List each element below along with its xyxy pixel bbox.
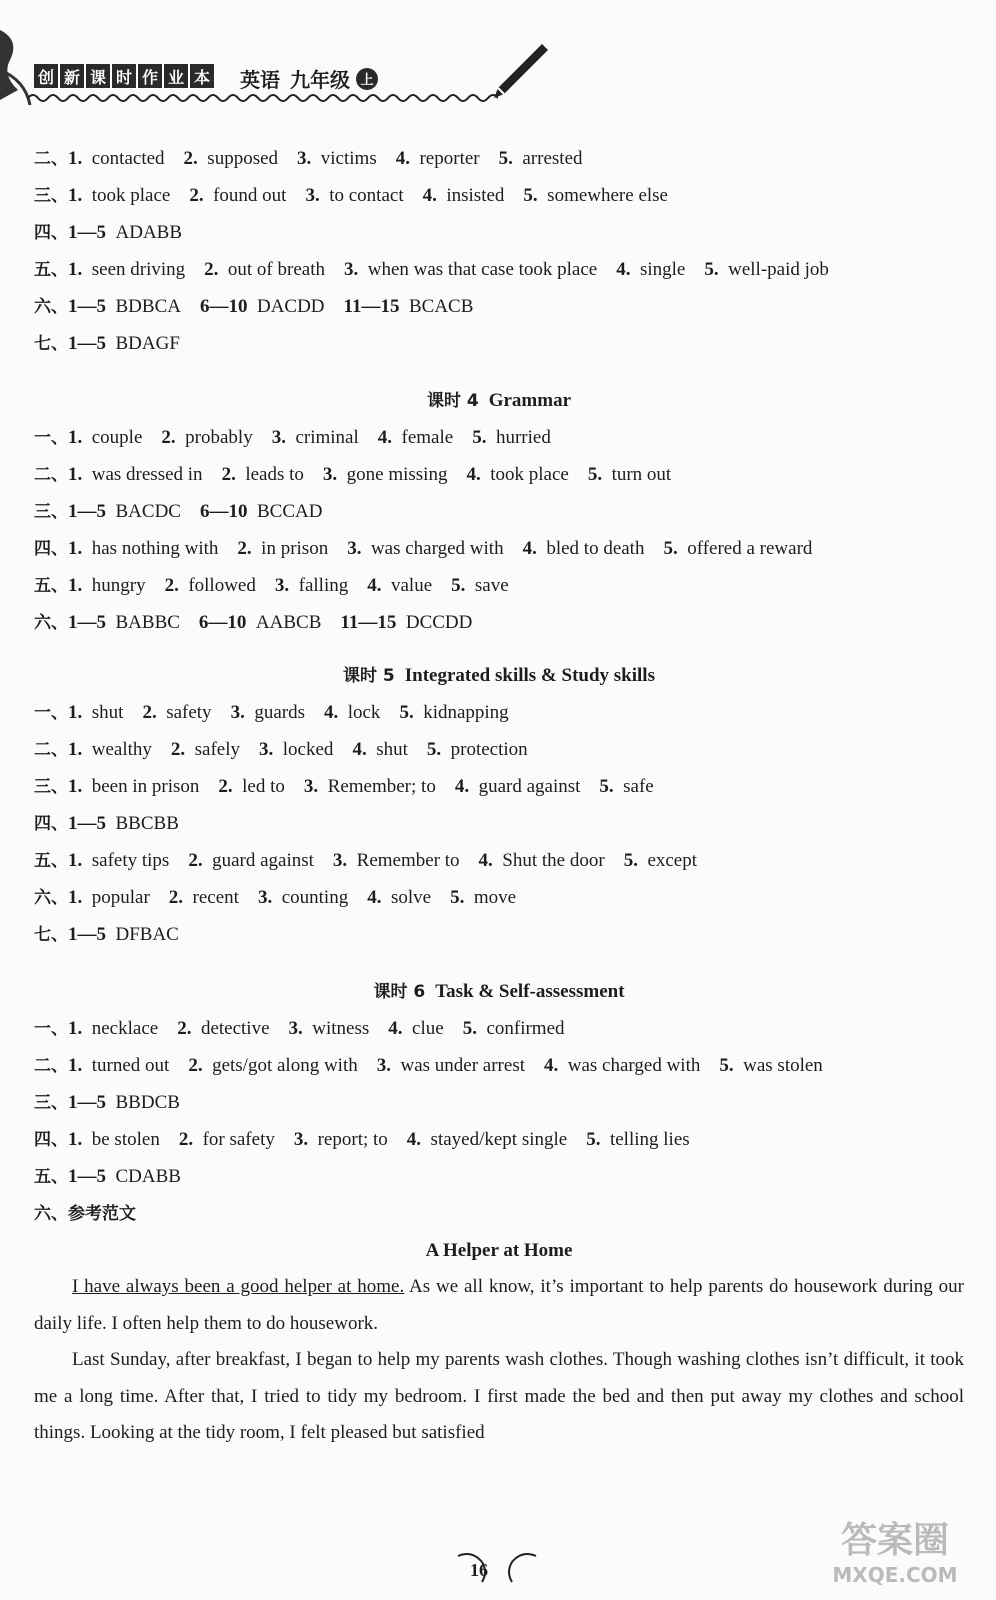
item-number: 4.: [454, 776, 470, 797]
answer-group-section4: [34, 419, 964, 641]
label-separator: 、: [51, 539, 68, 559]
item-answer: necklace: [91, 1018, 159, 1039]
item-answer: leads to: [245, 464, 304, 485]
item-number: 2.: [218, 776, 233, 797]
label-separator: 、: [51, 334, 68, 354]
item-number: 1.: [68, 259, 83, 280]
item-answer: been in prison: [91, 776, 200, 797]
item-answer: couple: [91, 427, 143, 448]
item-answer: shut: [91, 702, 124, 723]
item-answer: gone missing: [346, 464, 448, 485]
watermark-logo: [815, 1510, 975, 1595]
item-answer: falling: [298, 575, 349, 596]
item-number: 4.: [422, 185, 437, 206]
item-number: 1—5: [68, 813, 106, 834]
item-number: 2.: [189, 185, 204, 206]
item-answer: shut: [376, 739, 408, 760]
answer-line: [34, 1047, 964, 1084]
answer-line: [34, 288, 964, 325]
item-answer: guards: [254, 702, 305, 723]
item-number: 4.: [367, 887, 382, 908]
item-answer: has nothing with: [91, 538, 219, 559]
item-number: 2.: [221, 464, 236, 485]
question-label: 四: [34, 223, 51, 243]
item-number: 1.: [68, 776, 83, 797]
item-answer: protection: [450, 739, 528, 760]
item-number: 1.: [68, 427, 83, 448]
item-number: 4.: [466, 464, 481, 485]
answer-line: [34, 456, 964, 493]
question-label: 五: [34, 260, 51, 280]
item-answer: hungry: [91, 575, 146, 596]
answer-line: [34, 1158, 964, 1195]
item-answer: seen driving: [91, 259, 186, 280]
item-answer: counting: [281, 887, 349, 908]
item-number: 3.: [297, 148, 312, 169]
item-number: 2.: [183, 148, 198, 169]
item-number: 1.: [68, 702, 83, 723]
label-separator: 、: [51, 502, 68, 522]
label-separator: 、: [51, 149, 68, 169]
question-label: 四: [34, 814, 51, 834]
item-answer: victims: [320, 148, 377, 169]
wavy-divider: [28, 92, 498, 104]
item-number: 5.: [451, 575, 466, 596]
section-title-6: 课时 6 Task & Self-assessment: [373, 981, 625, 1002]
question-label: 七: [34, 334, 51, 354]
label-separator: 、: [51, 1093, 68, 1113]
item-answer: Remember to: [356, 850, 460, 871]
answer-line: [34, 493, 964, 530]
label-separator: 、: [51, 260, 68, 280]
item-number: 4.: [395, 148, 410, 169]
item-answer: female: [401, 427, 454, 448]
item-number: 5.: [719, 1055, 734, 1076]
item-answer: BCACB: [408, 296, 474, 317]
item-answer: contacted: [91, 148, 165, 169]
item-answer: out of breath: [227, 259, 325, 280]
question-label: 四: [34, 1130, 51, 1150]
item-number: 5.: [523, 185, 538, 206]
item-answer: reporter: [419, 148, 480, 169]
label-separator: 、: [51, 1167, 68, 1187]
question-label: 五: [34, 1167, 51, 1187]
label-separator: 、: [51, 777, 68, 797]
item-answer: AABCB: [255, 612, 322, 633]
answer-line: [34, 419, 964, 456]
item-number: 1—5: [68, 501, 106, 522]
item-answer: except: [647, 850, 698, 871]
label-separator: 、: [51, 576, 68, 596]
item-answer: Shut the door: [502, 850, 605, 871]
item-number: 3.: [305, 185, 320, 206]
question-label: 一: [34, 428, 51, 448]
question-label: 六: [34, 613, 51, 633]
item-number: 1.: [68, 739, 83, 760]
item-answer: was charged with: [567, 1055, 701, 1076]
item-number: 1—5: [68, 924, 106, 945]
item-answer: when was that case took place: [367, 259, 598, 280]
item-number: 4.: [616, 259, 631, 280]
item-number: 1.: [68, 1055, 83, 1076]
item-answer: confirmed: [486, 1018, 565, 1039]
answer-line: [34, 567, 964, 604]
item-number: 2.: [177, 1018, 192, 1039]
item-answer: guard against: [212, 850, 314, 871]
question-label: 二: [34, 465, 51, 485]
item-answer: found out: [213, 185, 287, 206]
term-badge: 上: [356, 68, 378, 90]
item-answer: turned out: [91, 1055, 170, 1076]
item-answer: recent: [192, 887, 239, 908]
question-label: 二: [34, 1056, 51, 1076]
item-number: 5.: [450, 887, 465, 908]
answer-line: [34, 1121, 964, 1158]
item-number: 1.: [68, 887, 83, 908]
item-answer: took place: [91, 185, 171, 206]
item-number: 11—15: [343, 296, 400, 317]
item-answer: popular: [91, 887, 150, 908]
section-title-5: 课时 5 Integrated skills & Study skills: [343, 665, 655, 686]
item-number: 1.: [68, 538, 83, 559]
item-answer: witness: [312, 1018, 370, 1039]
subject-grade: [240, 64, 378, 93]
item-number: 4.: [544, 1055, 559, 1076]
item-number: 3.: [332, 850, 348, 871]
item-answer: BBDCB: [115, 1092, 180, 1113]
question-label: 七: [34, 925, 51, 945]
answer-line: [34, 805, 964, 842]
answer-line: [34, 768, 964, 805]
item-number: 2.: [170, 739, 186, 760]
item-number: 1—5: [68, 296, 106, 317]
item-answer: telling lies: [609, 1129, 690, 1150]
item-number: 2.: [168, 887, 184, 908]
label-separator: 、: [51, 223, 68, 243]
item-answer: was dressed in: [91, 464, 203, 485]
item-number: 3.: [274, 575, 290, 596]
item-number: 2.: [237, 538, 252, 559]
item-number: 5.: [426, 739, 442, 760]
item-number: 3.: [257, 887, 273, 908]
answer-line: [34, 530, 964, 567]
question-label: 四: [34, 539, 51, 559]
question-label: 六: [34, 297, 51, 317]
item-answer: stayed/kept single: [430, 1129, 568, 1150]
item-answer: Remember; to: [327, 776, 436, 797]
item-number: 3.: [230, 702, 245, 723]
answer-line: [34, 214, 964, 251]
question-label: 五: [34, 576, 51, 596]
answer-line: [34, 842, 964, 879]
item-answer: safety: [166, 702, 212, 723]
item-number: 3.: [347, 538, 362, 559]
item-answer: single: [639, 259, 686, 280]
item-number: 4.: [352, 739, 367, 760]
grade: 九年级: [290, 68, 350, 92]
answer-line: [34, 1010, 964, 1047]
item-number: 5.: [472, 427, 487, 448]
pen-icon: [490, 40, 550, 100]
item-answer: was stolen: [743, 1055, 823, 1076]
label-separator: 、: [51, 1130, 68, 1150]
item-number: 3.: [259, 739, 274, 760]
item-answer: took place: [490, 464, 569, 485]
item-answer: move: [473, 887, 517, 908]
item-number: 2.: [188, 850, 203, 871]
item-answer: guard against: [478, 776, 581, 797]
item-number: 1.: [68, 464, 83, 485]
label-separator: 、: [51, 703, 68, 723]
label-separator: 、: [51, 186, 68, 206]
item-answer: BDAGF: [115, 333, 180, 354]
item-answer: locked: [282, 739, 334, 760]
label-separator: 、: [51, 851, 68, 871]
item-number: 1—5: [68, 333, 106, 354]
item-number: 1—5: [68, 222, 106, 243]
answer-group-section3: [34, 140, 964, 362]
item-number: 6—10: [198, 612, 247, 633]
item-answer: DACDD: [256, 296, 325, 317]
svg-text:答案圈: 答案圈: [840, 1520, 950, 1561]
label-separator: 、: [51, 465, 68, 485]
item-number: 4.: [388, 1018, 403, 1039]
label-separator: 、: [51, 888, 68, 908]
item-number: 2.: [142, 702, 157, 723]
item-answer: turn out: [611, 464, 672, 485]
item-number: 11—15: [340, 612, 397, 633]
item-number: 5.: [498, 148, 513, 169]
item-answer: value: [390, 575, 433, 596]
item-number: 5.: [704, 259, 719, 280]
label-separator: 、: [51, 297, 68, 317]
label-separator: 、: [51, 428, 68, 448]
item-answer: probably: [185, 427, 253, 448]
item-number: 6—10: [199, 501, 248, 522]
question-label: 二: [34, 149, 51, 169]
series-char: 课: [86, 64, 110, 88]
item-number: 1—5: [68, 612, 106, 633]
item-number: 3.: [322, 464, 338, 485]
item-number: 5.: [586, 1129, 601, 1150]
series-char: 新: [60, 64, 84, 88]
series-char: 创: [34, 64, 58, 88]
item-number: 3.: [288, 1018, 303, 1039]
item-answer: BBCBB: [115, 813, 179, 834]
item-number: 4.: [377, 427, 393, 448]
section-title-4: 课时 4 Grammar: [426, 390, 572, 411]
item-answer: lock: [347, 702, 381, 723]
item-number: 4.: [522, 538, 537, 559]
essay-paragraph-1: I have always been a good helper at home. As we all know, it’s important to help parents do housework during our daily life. I often help them to do housework.: [34, 1276, 964, 1334]
item-answer: solve: [390, 887, 432, 908]
item-answer: be stolen: [91, 1129, 160, 1150]
item-answer: kidnapping: [423, 702, 509, 723]
item-number: 4.: [323, 702, 339, 723]
item-number: 2.: [161, 427, 176, 448]
item-answer: supposed: [207, 148, 279, 169]
item-number: 3.: [303, 776, 319, 797]
item-answer: was under arrest: [400, 1055, 525, 1076]
item-number: 2.: [178, 1129, 194, 1150]
item-number: 5.: [399, 702, 414, 723]
item-answer: hurried: [495, 427, 551, 448]
label-separator: 、: [51, 814, 68, 834]
essay-title: A Helper at Home: [425, 1240, 573, 1261]
answer-line: [34, 694, 964, 731]
item-number: 4.: [478, 850, 493, 871]
essay-label: 六、参考范文: [34, 1204, 136, 1224]
item-answer: led to: [242, 776, 285, 797]
question-label: 三: [34, 1093, 51, 1113]
question-label: 三: [34, 186, 51, 206]
item-answer: well-paid job: [728, 259, 829, 280]
item-answer: somewhere else: [547, 185, 668, 206]
answer-group-section6: [34, 1010, 964, 1195]
series-char: 业: [164, 64, 188, 88]
question-label: 五: [34, 851, 51, 871]
question-label: 一: [34, 1019, 51, 1039]
page-header: [0, 0, 996, 110]
answer-group-section5: [34, 694, 964, 953]
label-separator: 、: [51, 925, 68, 945]
answer-line: [34, 325, 964, 362]
essay-paragraph-2: Last Sunday, after breakfast, I began to help my parents wash clothes. Though washing clothes isn’t difficult, it took me a long time. After that, I tried to tidy my bedroom. I first made the bed and then put away my clothes and school things. Looking at the tidy room, I felt pleased but satisfied: [34, 1349, 964, 1443]
item-answer: wealthy: [91, 739, 152, 760]
answer-line: [34, 177, 964, 214]
item-number: 5.: [663, 538, 678, 559]
essay-topic-sentence: I have always been a good helper at home.: [72, 1276, 405, 1297]
item-answer: criminal: [295, 427, 359, 448]
svg-text:MXQE.COM: MXQE.COM: [832, 1563, 958, 1587]
item-answer: arrested: [522, 148, 583, 169]
item-answer: BDBCA: [115, 296, 181, 317]
item-number: 5.: [623, 850, 638, 871]
question-label: 六: [34, 888, 51, 908]
label-separator: 、: [51, 740, 68, 760]
item-number: 1—5: [68, 1166, 106, 1187]
label-separator: 、: [51, 613, 68, 633]
item-number: 1.: [68, 185, 83, 206]
item-answer: DCCDD: [405, 612, 473, 633]
item-number: 4.: [406, 1129, 422, 1150]
item-number: 3.: [271, 427, 286, 448]
subject: 英语: [240, 68, 280, 92]
item-number: 4.: [367, 575, 382, 596]
series-char: 本: [190, 64, 214, 88]
item-number: 1—5: [68, 1092, 106, 1113]
item-answer: BCCAD: [256, 501, 323, 522]
item-answer: for safety: [202, 1129, 275, 1150]
answer-content: [34, 140, 964, 1452]
item-answer: DFBAC: [115, 924, 179, 945]
item-answer: gets/got along with: [212, 1055, 358, 1076]
item-number: 2.: [188, 1055, 203, 1076]
question-label: 三: [34, 777, 51, 797]
question-label: 一: [34, 703, 51, 723]
series-char: 时: [112, 64, 136, 88]
item-answer: clue: [412, 1018, 444, 1039]
item-answer: bled to death: [546, 538, 645, 559]
item-answer: was charged with: [370, 538, 504, 559]
item-number: 3.: [376, 1055, 391, 1076]
series-char: 作: [138, 64, 162, 88]
item-number: 1.: [68, 575, 83, 596]
answer-line: [34, 1084, 964, 1121]
question-label: 二: [34, 740, 51, 760]
item-number: 3.: [293, 1129, 309, 1150]
answer-line: [34, 604, 964, 641]
item-number: 1.: [68, 850, 83, 871]
item-answer: CDABB: [115, 1166, 181, 1187]
item-answer: offered a reward: [687, 538, 813, 559]
question-label: 三: [34, 502, 51, 522]
answer-line: [34, 879, 964, 916]
item-answer: save: [474, 575, 509, 596]
item-number: 5.: [587, 464, 603, 485]
item-answer: BACDC: [115, 501, 181, 522]
item-number: 1.: [68, 1018, 83, 1039]
item-number: 6—10: [199, 296, 248, 317]
answer-line: [34, 916, 964, 953]
item-answer: insisted: [446, 185, 505, 206]
item-number: 3.: [343, 259, 359, 280]
item-answer: to contact: [329, 185, 404, 206]
page-number-ornament-icon: [452, 1548, 542, 1592]
item-number: 1.: [68, 148, 83, 169]
item-answer: BABBC: [115, 612, 180, 633]
item-answer: report; to: [317, 1129, 388, 1150]
item-number: 2.: [204, 259, 219, 280]
item-answer: safely: [194, 739, 241, 760]
answer-line: [34, 731, 964, 768]
label-separator: 、: [51, 1019, 68, 1039]
item-answer: ADABB: [115, 222, 183, 243]
item-number: 5.: [599, 776, 614, 797]
item-answer: detective: [200, 1018, 270, 1039]
item-answer: safety tips: [91, 850, 170, 871]
answer-line: [34, 140, 964, 177]
item-answer: followed: [188, 575, 256, 596]
item-number: 2.: [164, 575, 179, 596]
item-number: 1.: [68, 1129, 83, 1150]
item-answer: safe: [623, 776, 654, 797]
item-answer: in prison: [261, 538, 329, 559]
label-separator: 、: [51, 1056, 68, 1076]
series-title: [34, 64, 214, 88]
page-number: 16: [470, 1560, 488, 1580]
answer-line: [34, 251, 964, 288]
item-number: 5.: [462, 1018, 477, 1039]
